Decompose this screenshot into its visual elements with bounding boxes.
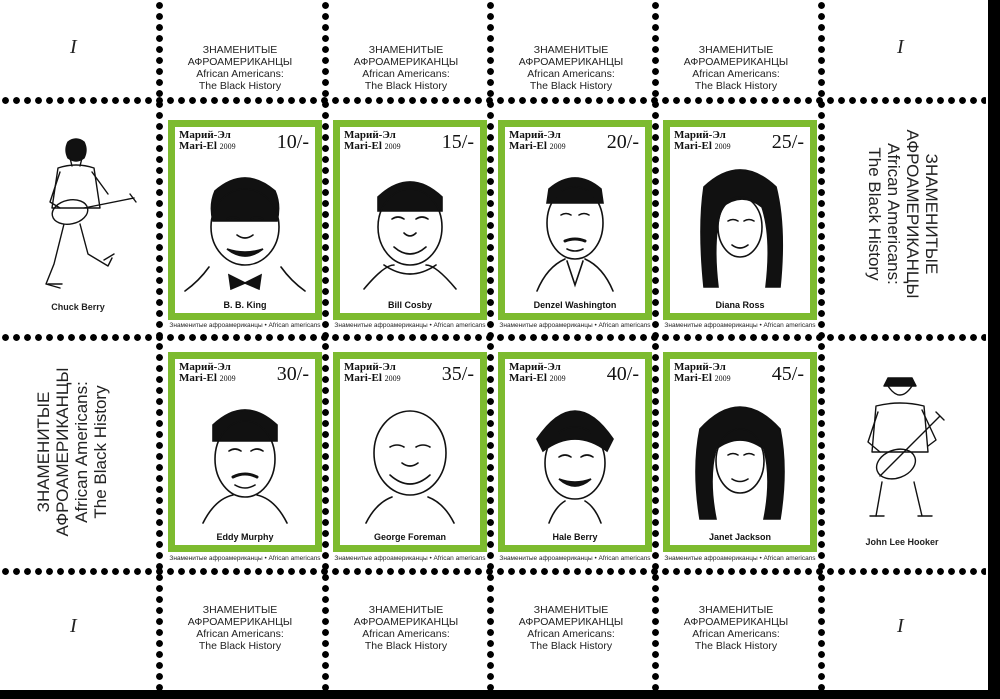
stamp-halle-berry xyxy=(498,352,652,552)
bill-cosby-portrait xyxy=(344,157,476,297)
stamp-year: 2009 xyxy=(714,374,731,383)
stamp-value: 30/- xyxy=(276,363,309,385)
stamp-year: 2009 xyxy=(384,374,401,383)
stamp-year: 2009 xyxy=(549,374,566,383)
tab-title-ru: ЗНАМЕНИТЫЕ xyxy=(698,604,774,616)
stamp-face xyxy=(340,359,480,545)
bb-king-portrait xyxy=(179,157,311,297)
tab-subtitle-en: The Black History xyxy=(694,80,778,92)
bottom-tab-1 xyxy=(165,604,315,652)
tab-title-ru: ЗНАМЕНИТЫЕ xyxy=(533,44,609,56)
perforation-col-2 xyxy=(321,0,330,690)
stamp-caption: Знаменитые афроамериканцы • African americans xyxy=(499,322,651,329)
stamp-face xyxy=(670,127,810,313)
left-margin-caption: Chuck Berry xyxy=(51,302,105,312)
tab-title-en: African Americans: xyxy=(196,68,284,80)
stamp-country-en: Mari-El 2009 xyxy=(344,372,401,384)
sheet-edge-bottom xyxy=(0,690,1000,699)
side-title-en: African Americans: xyxy=(72,381,91,523)
stamp-year: 2009 xyxy=(219,374,236,383)
stamp-janet-jackson xyxy=(663,352,817,552)
stamp-country xyxy=(509,130,566,152)
stamp-country xyxy=(179,130,236,152)
stamp-person-name: George Foreman xyxy=(373,532,447,542)
stamp-year: 2009 xyxy=(549,142,566,151)
stamp-country-ru: Марий-Эл xyxy=(509,129,561,141)
tab-title-ru: ЗНАМЕНИТЫЕ xyxy=(533,604,609,616)
side-title-ru-2: АФРОАМЕРИКАНЦЫ xyxy=(53,367,72,537)
diana-ross-portrait xyxy=(674,157,806,297)
eddy-murphy-portrait xyxy=(179,389,311,529)
stamp-caption: Знаменитые афроамериканцы • African americans xyxy=(664,555,816,562)
stamp-person-name: Janet Jackson xyxy=(708,532,772,542)
stamp-bb-king xyxy=(168,120,322,320)
bottom-tab-2 xyxy=(331,604,481,652)
side-title-en: African Americans: xyxy=(884,143,903,285)
tab-title-ru: ЗНАМЕНИТЫЕ xyxy=(698,44,774,56)
stamp-denzel-washington xyxy=(498,120,652,320)
stamp-face xyxy=(505,359,645,545)
tab-title-en: African Americans: xyxy=(692,68,780,80)
stamp-face xyxy=(175,127,315,313)
corner-mark-top-right: I xyxy=(897,36,904,58)
stamp-country-en: Mari-El 2009 xyxy=(674,372,731,384)
stamp-country-en: Mari-El 2009 xyxy=(509,372,566,384)
tab-title-ru-2: АФРОАМЕРИКАНЦЫ xyxy=(683,616,789,628)
stamp-country-en: Mari-El 2009 xyxy=(344,140,401,152)
stamp-country xyxy=(509,362,566,384)
stamp-value: 35/- xyxy=(441,363,474,385)
bottom-tab-4 xyxy=(661,604,811,652)
tab-subtitle-en: The Black History xyxy=(529,640,613,652)
top-tab-3 xyxy=(496,44,646,92)
tab-title-en: African Americans: xyxy=(362,628,450,640)
tab-title-en: African Americans: xyxy=(692,628,780,640)
stamp-country xyxy=(344,362,401,384)
stamp-face xyxy=(505,127,645,313)
stamp-person-name: Denzel Washington xyxy=(533,300,617,310)
stamp-year: 2009 xyxy=(714,142,731,151)
corner-mark-bottom-right: I xyxy=(897,615,904,637)
stamp-diana-ross xyxy=(663,120,817,320)
side-subtitle-en: The Black History xyxy=(91,385,110,519)
tab-subtitle-en: The Black History xyxy=(198,80,282,92)
stamp-caption: Знаменитые афроамериканцы • African americans xyxy=(664,322,816,329)
perforation-col-4 xyxy=(651,0,660,690)
perforation-col-3 xyxy=(486,0,495,690)
stamp-country-en: Mari-El 2009 xyxy=(509,140,566,152)
corner-mark-top-left: I xyxy=(70,36,77,58)
stamp-country-ru: Марий-Эл xyxy=(344,129,396,141)
perforation-col-1 xyxy=(155,0,164,690)
tab-subtitle-en: The Black History xyxy=(364,640,448,652)
tab-title-ru-2: АФРОАМЕРИКАНЦЫ xyxy=(683,56,789,68)
tab-title-ru-2: АФРОАМЕРИКАНЦЫ xyxy=(353,616,459,628)
tab-title-en: African Americans: xyxy=(527,628,615,640)
tab-title-ru: ЗНАМЕНИТЫЕ xyxy=(368,44,444,56)
side-title-ru: ЗНАМЕНИТЫЕ xyxy=(34,391,53,513)
stamp-face xyxy=(340,127,480,313)
stamp-country xyxy=(674,362,731,384)
stamp-person-name: Hale Berry xyxy=(552,532,598,542)
stamp-person-name: Eddy Murphy xyxy=(216,532,274,542)
corner-mark-bottom-left: I xyxy=(70,615,77,637)
left-side-text xyxy=(34,352,110,552)
denzel-washington-portrait xyxy=(509,157,641,297)
sheet-edge-right xyxy=(988,0,1000,699)
stamp-face xyxy=(670,359,810,545)
stamp-value: 15/- xyxy=(441,131,474,153)
tab-title-en: African Americans: xyxy=(527,68,615,80)
stamp-country-ru: Марий-Эл xyxy=(179,361,231,373)
tab-title-ru-2: АФРОАМЕРИКАНЦЫ xyxy=(187,56,293,68)
right-margin-caption: John Lee Hooker xyxy=(865,537,939,547)
stamp-country xyxy=(674,130,731,152)
side-title-ru-2: АФРОАМЕРИКАНЦЫ xyxy=(903,129,922,299)
stamp-person-name: Bill Cosby xyxy=(387,300,432,310)
stamp-year: 2009 xyxy=(219,142,236,151)
stamp-person-name: B. B. King xyxy=(223,300,267,310)
stamp-caption: Знаменитые афроамериканцы • African americans xyxy=(499,555,651,562)
stamp-country-en: Mari-El 2009 xyxy=(674,140,731,152)
side-subtitle-en: The Black History xyxy=(865,147,884,281)
stamp-bill-cosby xyxy=(333,120,487,320)
tab-title-ru-2: АФРОАМЕРИКАНЦЫ xyxy=(187,616,293,628)
bottom-tab-3 xyxy=(496,604,646,652)
stamp-face xyxy=(175,359,315,545)
tab-title-ru: ЗНАМЕНИТЫЕ xyxy=(202,44,278,56)
tab-title-ru-2: АФРОАМЕРИКАНЦЫ xyxy=(518,56,624,68)
stamp-year: 2009 xyxy=(384,142,401,151)
halle-berry-portrait xyxy=(509,389,641,529)
tab-subtitle-en: The Black History xyxy=(529,80,613,92)
stamp-value: 25/- xyxy=(771,131,804,153)
right-side-text xyxy=(865,114,941,314)
perforation-col-5 xyxy=(817,0,826,690)
stamp-value: 10/- xyxy=(276,131,309,153)
stamp-country-en: Mari-El 2009 xyxy=(179,372,236,384)
side-title-ru: ЗНАМЕНИТЫЕ xyxy=(922,153,941,275)
tab-subtitle-en: The Black History xyxy=(198,640,282,652)
stamp-country xyxy=(344,130,401,152)
stamp-person-name: Diana Ross xyxy=(715,300,765,310)
stamp-caption: Знаменитые афроамериканцы • African americans xyxy=(334,555,486,562)
stamp-caption: Знаменитые афроамериканцы • African americans xyxy=(169,322,321,329)
tab-subtitle-en: The Black History xyxy=(694,640,778,652)
stamp-value: 45/- xyxy=(771,363,804,385)
top-tab-2 xyxy=(331,44,481,92)
stamp-caption: Знаменитые афроамериканцы • African americans xyxy=(169,555,321,562)
tab-title-ru: ЗНАМЕНИТЫЕ xyxy=(202,604,278,616)
tab-title-ru-2: АФРОАМЕРИКАНЦЫ xyxy=(518,616,624,628)
top-tab-1 xyxy=(165,44,315,92)
stamp-country xyxy=(179,362,236,384)
janet-jackson-portrait xyxy=(674,389,806,529)
tab-subtitle-en: The Black History xyxy=(364,80,448,92)
george-foreman-portrait xyxy=(344,389,476,529)
stamp-value: 40/- xyxy=(606,363,639,385)
tab-title-ru-2: АФРОАМЕРИКАНЦЫ xyxy=(353,56,459,68)
tab-title-en: African Americans: xyxy=(362,68,450,80)
stamp-country-en: Mari-El 2009 xyxy=(179,140,236,152)
chuck-berry-drawing xyxy=(18,132,138,297)
top-tab-4 xyxy=(661,44,811,92)
tab-title-en: African Americans: xyxy=(196,628,284,640)
tab-title-ru: ЗНАМЕНИТЫЕ xyxy=(368,604,444,616)
stamp-country-ru: Марий-Эл xyxy=(344,361,396,373)
stamp-country-ru: Марий-Эл xyxy=(674,361,726,373)
stamp-eddy-murphy xyxy=(168,352,322,552)
john-lee-hooker-drawing xyxy=(840,372,960,522)
stamp-value: 20/- xyxy=(606,131,639,153)
stamp-george-foreman xyxy=(333,352,487,552)
stamp-country-ru: Марий-Эл xyxy=(509,361,561,373)
stamp-caption: Знаменитые афроамериканцы • African americans xyxy=(334,322,486,329)
stamp-country-ru: Марий-Эл xyxy=(179,129,231,141)
stamp-country-ru: Марий-Эл xyxy=(674,129,726,141)
